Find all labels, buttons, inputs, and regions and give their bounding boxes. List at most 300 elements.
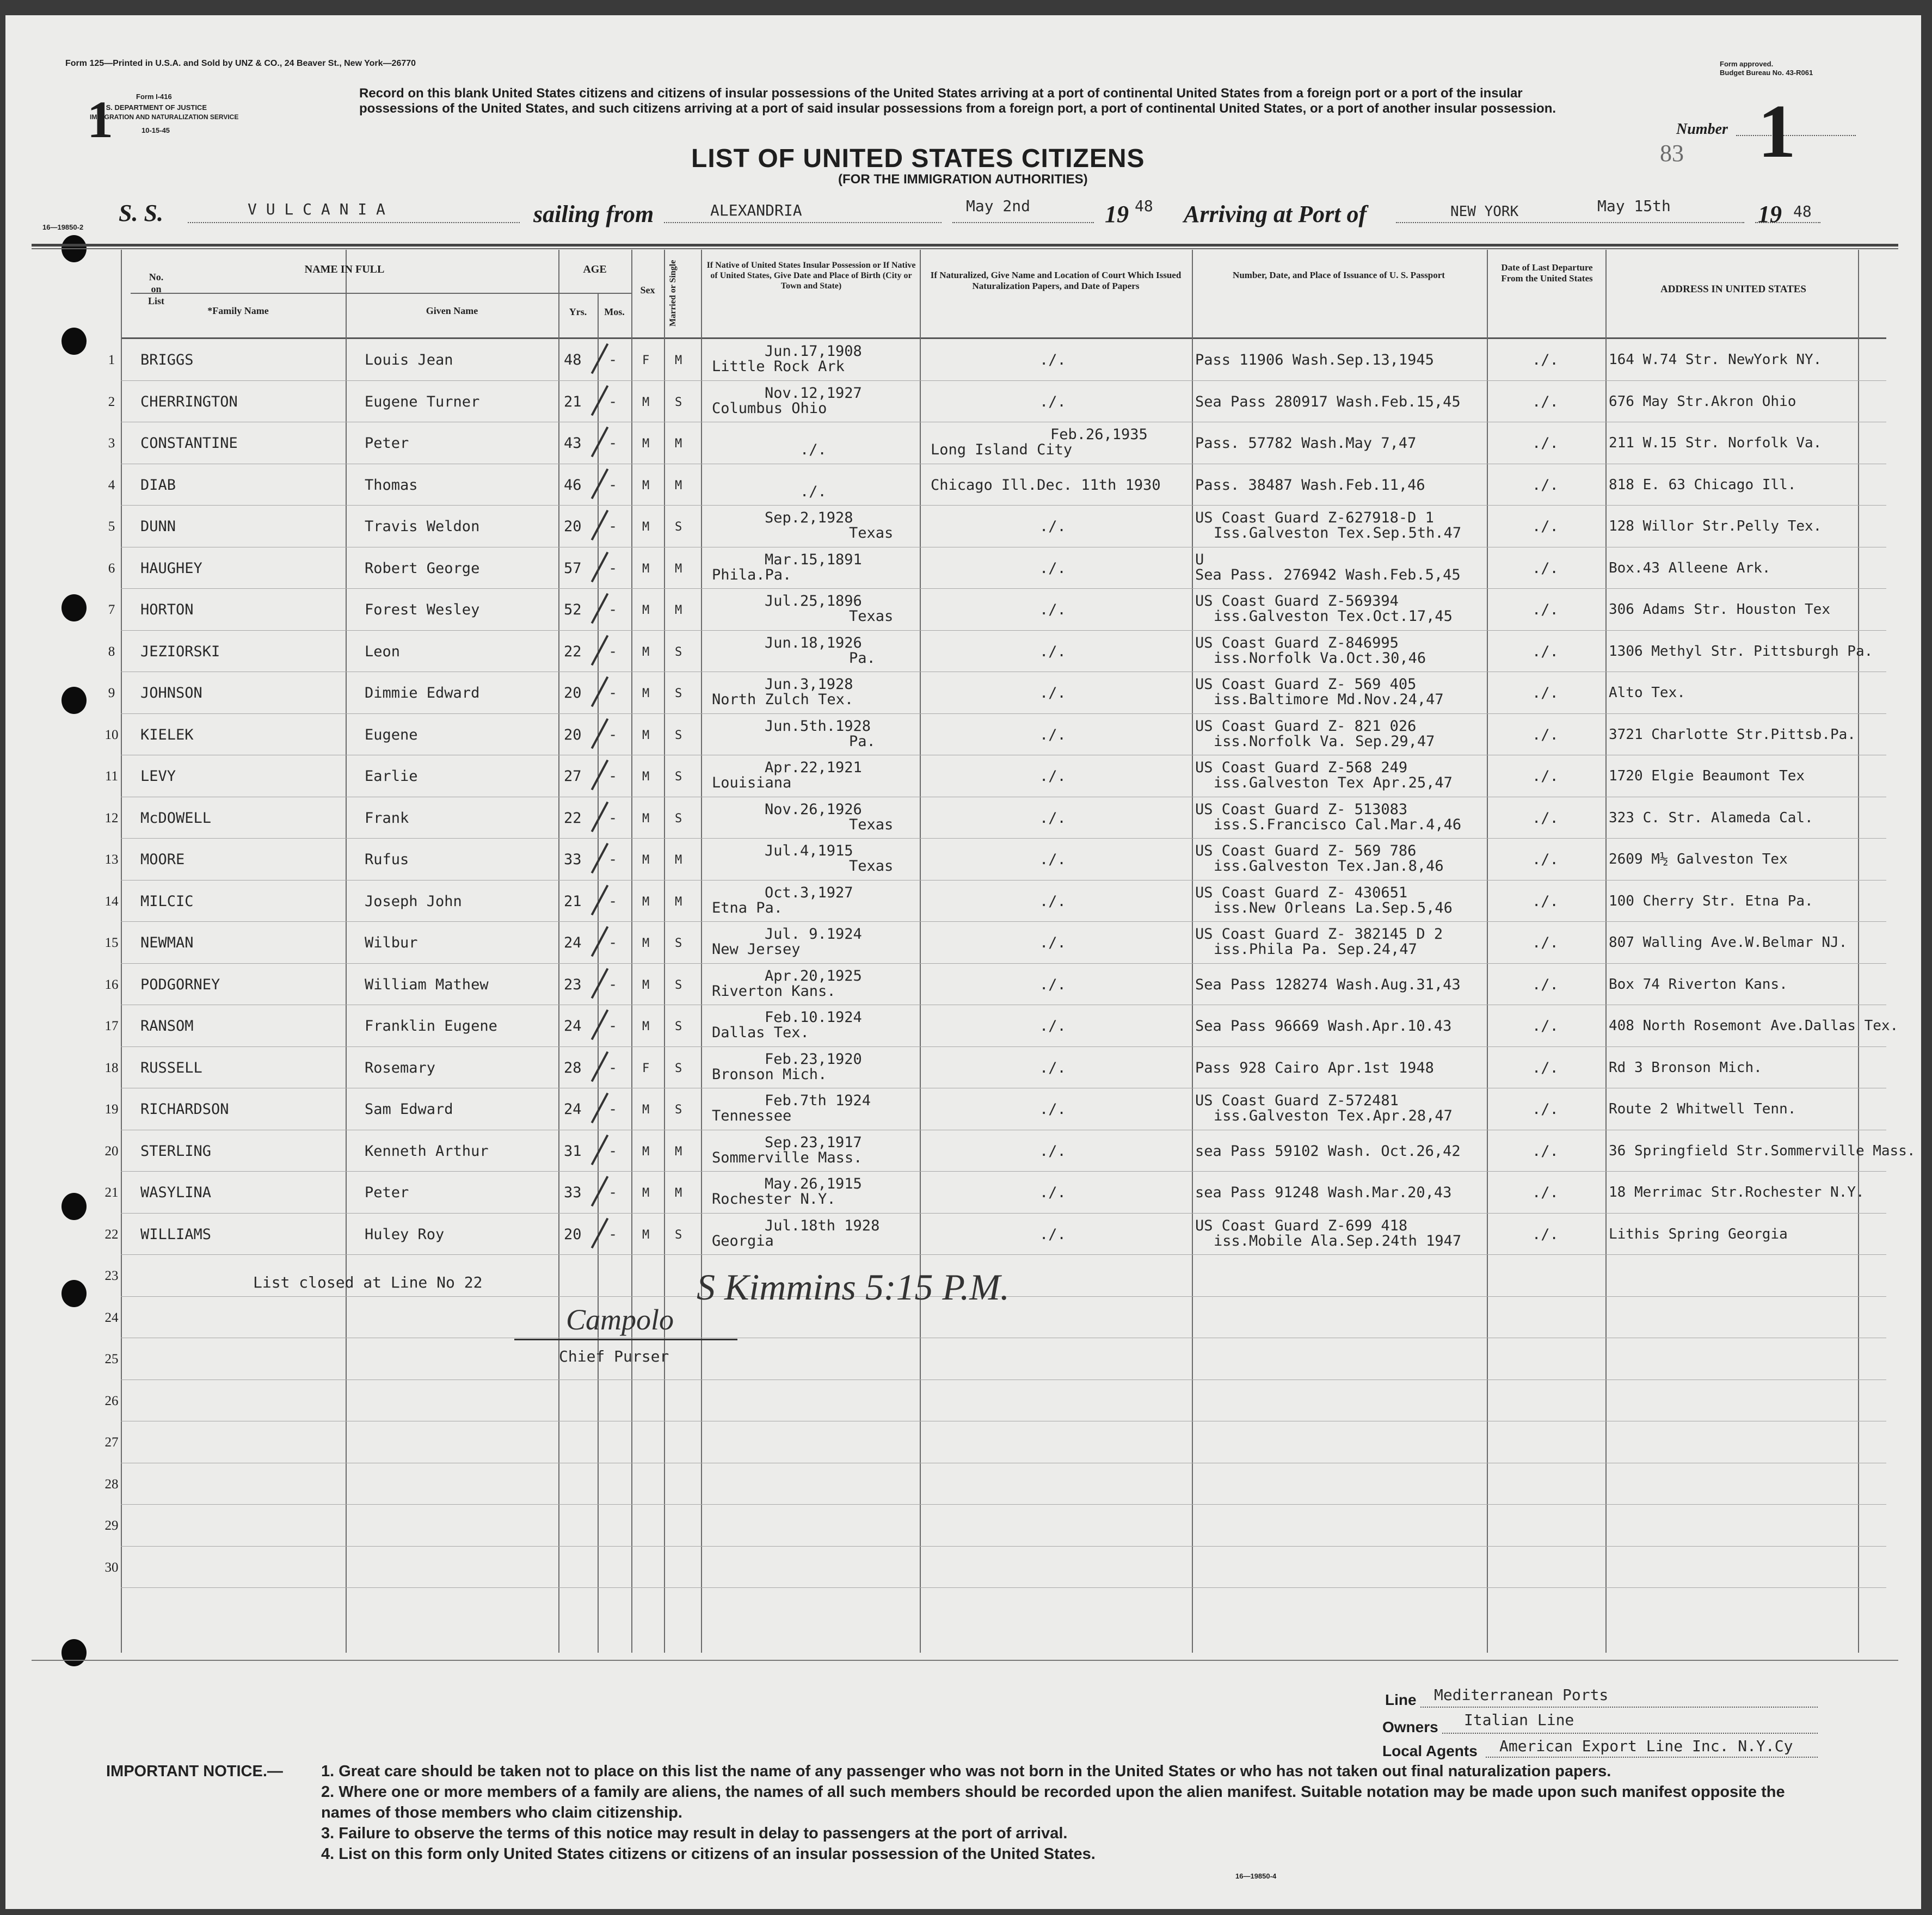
age-years: 46 [564, 476, 582, 494]
given-name: Wilbur [365, 934, 418, 951]
family-name: CHERRINGTON [140, 393, 238, 410]
passport-line-2: iss.New Orleans La.Sep.5,46 [1214, 899, 1453, 916]
address: 818 E. 63 Chicago Ill. [1609, 476, 1796, 493]
sex: M [642, 1186, 650, 1200]
row-rule [121, 713, 1886, 714]
family-name: JOHNSON [140, 685, 202, 701]
row-number: 7 [108, 602, 115, 617]
agents-underline [1486, 1757, 1818, 1758]
marital-status: S [675, 1103, 682, 1117]
row-rule [121, 1046, 1886, 1047]
address: 36 Springfield Str.Sommerville Mass. [1609, 1142, 1916, 1159]
service: IMMIGRATION AND NATURALIZATION SERVICE [90, 113, 239, 121]
age-years: 57 [564, 559, 582, 577]
last-departure: ./. [1532, 726, 1559, 743]
last-departure: ./. [1532, 1059, 1559, 1076]
address: Box.43 Alleene Ark. [1609, 559, 1771, 576]
sex: F [642, 1061, 650, 1075]
birth-date: Jul.25,1896 [765, 593, 862, 609]
passport-line-1: US Coast Guard Z- 569 405 [1195, 676, 1417, 693]
birth-date: Feb.10.1924 [765, 1009, 862, 1026]
year-underline [1755, 222, 1820, 223]
table-top-rule-thin [32, 248, 1898, 249]
birth-date: Jun.18,1926 [765, 634, 862, 651]
address: 3721 Charlotte Str.Pittsb.Pa. [1609, 726, 1856, 743]
owners-label: Owners [1382, 1719, 1438, 1735]
row-rule [121, 1171, 1886, 1172]
header-months: Mos. [604, 306, 625, 317]
row-rule [121, 630, 1886, 631]
given-name: Rufus [365, 851, 409, 868]
form-number: Form I-416 [136, 93, 172, 101]
passport-line-2: Pass. 57782 Wash.May 7,47 [1195, 435, 1417, 452]
address: Alto Tex. [1609, 685, 1685, 701]
header-naturalized: If Naturalized, Give Name and Location of Court Which Issued Naturalization Papers, and Date of Papers [930, 270, 1182, 291]
row-rule [121, 505, 1886, 506]
agents-label: Local Agents [1382, 1742, 1478, 1759]
age-months: - [608, 393, 618, 410]
passport-line-1: US Coast Guard Z- 513083 [1195, 801, 1408, 818]
naturalization-court: ./. [1039, 1142, 1066, 1160]
birth-date: Jun.17,1908 [765, 343, 862, 360]
col-rule [631, 250, 632, 1653]
age-months: - [608, 1142, 618, 1160]
marital-status: M [675, 853, 682, 867]
bottom-code: 16—19850-4 [1235, 1872, 1277, 1880]
birth-date: May.26,1915 [765, 1175, 862, 1192]
family-name: McDOWELL [140, 809, 212, 827]
list-number: 83 [1660, 140, 1684, 167]
address: Route 2 Whitwell Tenn. [1609, 1101, 1796, 1117]
naturalization-court: ./. [1039, 643, 1066, 660]
birth-date: Apr.22,1921 [765, 759, 862, 776]
age-months: - [608, 726, 618, 743]
passport-line-2: Iss.Galveston Tex.Sep.5th.47 [1214, 525, 1462, 541]
family-name: STERLING [140, 1142, 212, 1160]
arriving-label: Arriving at Port of [1184, 201, 1367, 227]
notice-item-1: 1. Great care should be taken not to place on this list the name of any passenger who was not born in the United States or who has not taken out final naturalization papers. [321, 1763, 1611, 1780]
last-departure: ./. [1532, 393, 1559, 410]
birth-place: ./. [800, 441, 827, 458]
sailing-label: sailing from [533, 201, 654, 227]
given-name: Robert George [365, 559, 480, 577]
birth-place: Texas [849, 525, 894, 541]
given-name: Dimmie Edward [365, 685, 480, 701]
header-married-single: Married or Single [668, 260, 678, 327]
sex: M [642, 604, 650, 617]
row-number: 29 [104, 1518, 119, 1533]
row-number: 14 [104, 894, 119, 909]
family-name: DUNN [140, 518, 176, 535]
row-number: 24 [104, 1310, 119, 1325]
line-label: Line [1385, 1691, 1417, 1708]
row-number: 28 [104, 1476, 119, 1492]
form-title: LIST OF UNITED STATES CITIZENS [691, 144, 1145, 173]
sex: M [642, 562, 650, 576]
row-number: 8 [108, 644, 115, 659]
birth-place: Pa. [849, 732, 876, 750]
row-rule [121, 1504, 1886, 1505]
birth-place: Columbus Ohio [712, 399, 827, 417]
last-departure: ./. [1532, 352, 1559, 368]
given-name: Huley Roy [365, 1226, 445, 1243]
passport-line-2: Sea Pass 128274 Wash.Aug.31,43 [1195, 976, 1461, 993]
age-years: 21 [564, 393, 582, 410]
passport-line-2: iss.Galveston Tex.Oct.17,45 [1214, 608, 1453, 625]
number-label: Number [1676, 121, 1728, 138]
passport-line-1: US Coast Guard Z- 382145 D 2 [1195, 926, 1443, 943]
given-name: Kenneth Arthur [365, 1142, 489, 1160]
last-departure: ./. [1532, 1226, 1559, 1243]
given-name: William Mathew [365, 976, 489, 993]
ship-name: V U L C A N I A [248, 200, 385, 218]
age-years: 33 [564, 851, 582, 868]
family-name: PODGORNEY [140, 976, 220, 993]
col-rule [920, 250, 921, 1653]
marital-status: S [675, 937, 682, 950]
address: 807 Walling Ave.W.Belmar NJ. [1609, 934, 1848, 951]
family-name: HORTON [140, 601, 194, 618]
address: 211 W.15 Str. Norfolk Va. [1609, 435, 1822, 451]
birth-place: North Zulch Tex. [712, 691, 854, 708]
passport-line-2: iss.Galveston Tex Apr.25,47 [1214, 774, 1453, 791]
birth-place: New Jersey [712, 941, 801, 958]
address: 164 W.74 Str. NewYork NY. [1609, 352, 1822, 368]
birth-place: Tennessee [712, 1107, 792, 1124]
passport-line-2: iss.Norfolk Va.Oct.30,46 [1214, 649, 1426, 667]
naturalization-court: ./. [1039, 1184, 1066, 1201]
col-rule [1192, 250, 1193, 1653]
birth-date: Apr.20,1925 [765, 967, 862, 984]
age-months: - [608, 601, 618, 618]
age-months: - [608, 809, 618, 827]
birth-place: Sommerville Mass. [712, 1149, 863, 1166]
birth-place: Louisiana [712, 774, 792, 791]
age-months: - [608, 1059, 618, 1076]
row-number: 13 [104, 852, 119, 867]
address: 323 C. Str. Alameda Cal. [1609, 809, 1813, 826]
address: Box 74 Riverton Kans. [1609, 976, 1788, 993]
family-name: BRIGGS [140, 352, 194, 368]
row-number: 3 [108, 436, 115, 451]
passport-line-2: iss.Norfolk Va. Sep.29,47 [1214, 732, 1435, 750]
row-number: 23 [104, 1269, 119, 1283]
marital-status: M [675, 1186, 682, 1200]
port-underline [1396, 222, 1744, 223]
row-number: 1 [108, 353, 115, 367]
birth-place: Little Rock Ark [712, 358, 845, 375]
birth-date: Jun.5th.1928 [765, 717, 871, 735]
address: 18 Merrimac Str.Rochester N.Y. [1609, 1184, 1865, 1200]
age-years: 28 [564, 1059, 582, 1076]
marital-status: S [675, 1020, 682, 1033]
age-years: 27 [564, 768, 582, 785]
row-number: 25 [104, 1352, 119, 1366]
age-months: - [608, 934, 618, 951]
last-departure: ./. [1532, 435, 1559, 452]
marital-status: S [675, 395, 682, 409]
birth-place: Bronson Mich. [712, 1066, 827, 1083]
given-name: Rosemary [365, 1059, 436, 1076]
col-rule [346, 250, 347, 1653]
sex: M [642, 520, 650, 534]
last-departure: ./. [1532, 601, 1559, 618]
intro-text: Record on this blank United States citizens and citizens of insular possessions of the United States arriving at a port of continental United States from a foreign port or a port of the insular possessions of the United States, and such citizens arriving at a port of said insular possessions from a foreign port, a port of continental United States, or a port of another insular possession. [359, 86, 1556, 116]
birth-date: Sep.23,1917 [765, 1134, 862, 1151]
row-number: 5 [108, 519, 115, 534]
birth-date: Nov.26,1926 [765, 801, 862, 818]
row-rule [121, 1213, 1886, 1214]
sex: M [642, 811, 650, 826]
ss-label: S. S. [119, 200, 163, 226]
last-departure: ./. [1532, 685, 1559, 701]
passport-line-1: US Coast Guard Z-846995 [1195, 634, 1399, 651]
binder-hole [61, 328, 87, 355]
address: 1720 Elgie Beaumont Tex [1609, 768, 1805, 784]
family-name: JEZIORSKI [140, 643, 220, 660]
arrival-year: 48 [1793, 202, 1812, 220]
naturalization-court: ./. [1039, 1226, 1066, 1243]
marital-status: S [675, 1061, 682, 1075]
address: Lithis Spring Georgia [1609, 1226, 1788, 1242]
age-years: 43 [564, 435, 582, 452]
passport-line-1: US Coast Guard Z- 569 786 [1195, 842, 1417, 859]
passport-line-2: iss.Mobile Ala.Sep.24th 1947 [1214, 1232, 1462, 1249]
birth-place: Georgia [712, 1232, 774, 1249]
family-name: KIELEK [140, 726, 194, 743]
passport-line-1: U [1195, 551, 1204, 568]
last-departure: ./. [1532, 1184, 1559, 1201]
passport-line-2: Pass 928 Cairo Apr.1st 1948 [1195, 1059, 1434, 1076]
address: 100 Cherry Str. Etna Pa. [1609, 892, 1813, 909]
row-number: 15 [104, 935, 119, 950]
age-years: 52 [564, 601, 582, 618]
age-months: - [608, 1184, 618, 1201]
birth-date: Nov.12,1927 [765, 384, 862, 402]
last-departure: ./. [1532, 559, 1559, 577]
col-rule [1487, 250, 1488, 1653]
given-name: Eugene Turner [365, 393, 480, 410]
family-name: MOORE [140, 851, 185, 868]
last-departure: ./. [1532, 1101, 1559, 1118]
naturalization-court: ./. [1039, 352, 1066, 368]
arrival-year-prefix: 19 [1758, 201, 1782, 227]
name-subheader-rule [131, 293, 558, 294]
naturalization-court: ./. [1039, 934, 1066, 951]
row-number: 12 [104, 810, 119, 826]
sex: M [642, 687, 650, 700]
list-closed-note: List closed at Line No 22 [253, 1273, 483, 1291]
age-months: - [608, 643, 618, 660]
naturalization-court: ./. [1039, 809, 1066, 827]
age-years: 24 [564, 1018, 582, 1035]
last-departure: ./. [1532, 1018, 1559, 1035]
age-months: - [608, 768, 618, 785]
row-number: 20 [104, 1143, 119, 1159]
sex: M [642, 770, 650, 784]
form-subtitle: (FOR THE IMMIGRATION AUTHORITIES) [838, 172, 1088, 187]
birth-place: ./. [800, 483, 827, 500]
naturalization-court: ./. [1039, 892, 1066, 910]
line-underline [1420, 1707, 1818, 1708]
sex: M [642, 395, 650, 409]
arrival-port: NEW YORK [1450, 204, 1519, 220]
departure-year: 48 [1135, 197, 1153, 215]
age-months: - [608, 559, 618, 577]
birth-place: Phila.Pa. [712, 566, 792, 583]
row-rule [121, 838, 1886, 839]
given-name: Joseph John [365, 892, 462, 910]
owners-value: Italian Line [1464, 1711, 1574, 1729]
col-rule [558, 250, 559, 1653]
age-months: - [608, 1101, 618, 1118]
row-rule [121, 963, 1886, 964]
row-rule [121, 588, 1886, 589]
address: 408 North Rosemont Ave.Dallas Tex. [1609, 1018, 1899, 1034]
ship-underline [188, 222, 520, 223]
notice-heading: IMPORTANT NOTICE.— [106, 1763, 283, 1780]
age-months: - [608, 892, 618, 910]
purser-signature: Campolo [566, 1303, 674, 1336]
marital-status: S [675, 811, 682, 826]
naturalization-court: ./. [1039, 726, 1066, 743]
row-number: 10 [104, 727, 119, 742]
naturalization-court: ./. [1039, 1018, 1066, 1035]
page-number-left: 1 [87, 90, 113, 149]
header-family-name: *Family Name [207, 305, 269, 316]
marital-status: S [675, 770, 682, 784]
form-approved: Form approved. [1720, 60, 1774, 68]
birth-date: Feb.23,1920 [765, 1050, 862, 1068]
handwritten-time: S Kimmins 5:15 P.M. [697, 1266, 1010, 1308]
family-name: RANSOM [140, 1018, 194, 1035]
row-number: 30 [104, 1560, 119, 1575]
passport-line-2: iss.Galveston Tex.Jan.8,46 [1214, 858, 1444, 875]
age-years: 20 [564, 685, 582, 701]
port-of-departure: ALEXANDRIA [710, 201, 802, 219]
row-rule [121, 380, 1886, 381]
col-rule [598, 293, 599, 1653]
given-name: Frank [365, 809, 409, 827]
naturalization-court: ./. [1039, 976, 1066, 993]
naturalization-court: ./. [1039, 559, 1066, 577]
given-name: Franklin Eugene [365, 1018, 497, 1035]
marital-status: S [675, 728, 682, 742]
age-years: 24 [564, 1101, 582, 1118]
birth-date: Jul. 9.1924 [765, 926, 862, 943]
age-subheader-rule [558, 293, 631, 294]
sex: M [642, 437, 650, 451]
row-number: 11 [104, 769, 119, 784]
age-years: 23 [564, 976, 582, 993]
age-years: 48 [564, 352, 582, 368]
family-name: RUSSELL [140, 1059, 202, 1076]
age-months: - [608, 518, 618, 535]
birth-date: Sep.2,1928 [765, 509, 853, 526]
last-departure: ./. [1532, 518, 1559, 535]
sex: M [642, 937, 650, 950]
passport-line-2: iss.Phila Pa. Sep.24,47 [1214, 941, 1417, 958]
row-number: 2 [108, 394, 115, 409]
header-passport: Number, Date, and Place of Issuance of U. S. Passport [1233, 270, 1445, 280]
passport-line-2: iss.Baltimore Md.Nov.24,47 [1214, 691, 1444, 708]
last-departure: ./. [1532, 809, 1559, 827]
age-years: 33 [564, 1184, 582, 1201]
family-name: WASYLINA [140, 1184, 212, 1201]
marital-status: M [675, 437, 682, 451]
header-last-departure: Date of Last Departure From the United States [1501, 262, 1593, 284]
naturalization-court: ./. [1039, 601, 1066, 618]
row-number: 27 [104, 1435, 119, 1450]
year-prefix: 19 [1105, 201, 1129, 227]
row-rule [121, 1587, 1886, 1588]
last-departure: ./. [1532, 768, 1559, 785]
passport-line-1: US Coast Guard Z-569394 [1195, 593, 1399, 609]
birth-date: Jul.4,1915 [765, 842, 853, 859]
age-years: 22 [564, 809, 582, 827]
passport-line-2: Sea Pass. 276942 Wash.Feb.5,45 [1195, 566, 1461, 583]
marital-status: M [675, 478, 682, 492]
row-number: 18 [104, 1060, 119, 1075]
birth-date: Oct.3,1927 [765, 884, 853, 901]
arrival-date: May 15th [1597, 197, 1671, 215]
row-number: 22 [104, 1227, 119, 1242]
birth-place: Texas [849, 858, 894, 875]
family-name: MILCIC [140, 892, 194, 910]
form-date: 10-15-45 [141, 126, 170, 134]
last-departure: ./. [1532, 976, 1559, 993]
marital-status: M [675, 604, 682, 617]
number-underline [1736, 135, 1856, 136]
birth-date: Jun.3,1928 [765, 676, 853, 693]
passport-line-1: US Coast Guard Z- 821 026 [1195, 717, 1417, 735]
header-sex: Sex [640, 285, 655, 295]
row-rule [121, 1254, 1886, 1255]
passport-line-1: US Coast Guard Z- 430651 [1195, 884, 1408, 901]
binder-hole [61, 1639, 87, 1666]
marital-status: S [675, 520, 682, 534]
birth-place: Rochester N.Y. [712, 1191, 836, 1208]
address: Rd 3 Bronson Mich. [1609, 1059, 1762, 1076]
sex: M [642, 853, 650, 867]
notice-item-3: 3. Failure to observe the terms of this notice may result in delay to passengers at the port of arrival. [321, 1825, 1068, 1842]
sex: M [642, 1020, 650, 1033]
age-months: - [608, 976, 618, 993]
marital-status: S [675, 687, 682, 700]
birth-date: Jul.18th 1928 [765, 1217, 880, 1234]
marital-status: M [675, 562, 682, 576]
col-rule [1858, 250, 1859, 1653]
age-months: - [608, 1226, 618, 1243]
naturalization-court: ./. [1039, 518, 1066, 535]
age-months: - [608, 476, 618, 494]
date-underline [952, 222, 1094, 223]
passport-line-2: sea Pass 59102 Wash. Oct.26,42 [1195, 1142, 1461, 1160]
last-departure: ./. [1532, 1142, 1559, 1160]
address: 2609 M½ Galveston Tex [1609, 851, 1788, 867]
passport-line-2: Pass 11906 Wash.Sep.13,1945 [1195, 352, 1434, 368]
row-number: 16 [104, 977, 119, 992]
birth-place: Texas [849, 608, 894, 625]
header-address: ADDRESS IN UNITED STATES [1660, 284, 1806, 295]
age-months: - [608, 352, 618, 368]
notice-item-2: 2. Where one or more members of a family are aliens, the names of all such members should be recorded upon the alien manifest. Suitable notation may be made upon such manifest opposite the names of those members who claim citizenship. [321, 1783, 1785, 1821]
given-name: Earlie [365, 768, 418, 785]
header-given-name: Given Name [426, 305, 478, 316]
age-years: 24 [564, 934, 582, 951]
given-name: Louis Jean [365, 352, 453, 368]
binder-hole [61, 1280, 87, 1307]
